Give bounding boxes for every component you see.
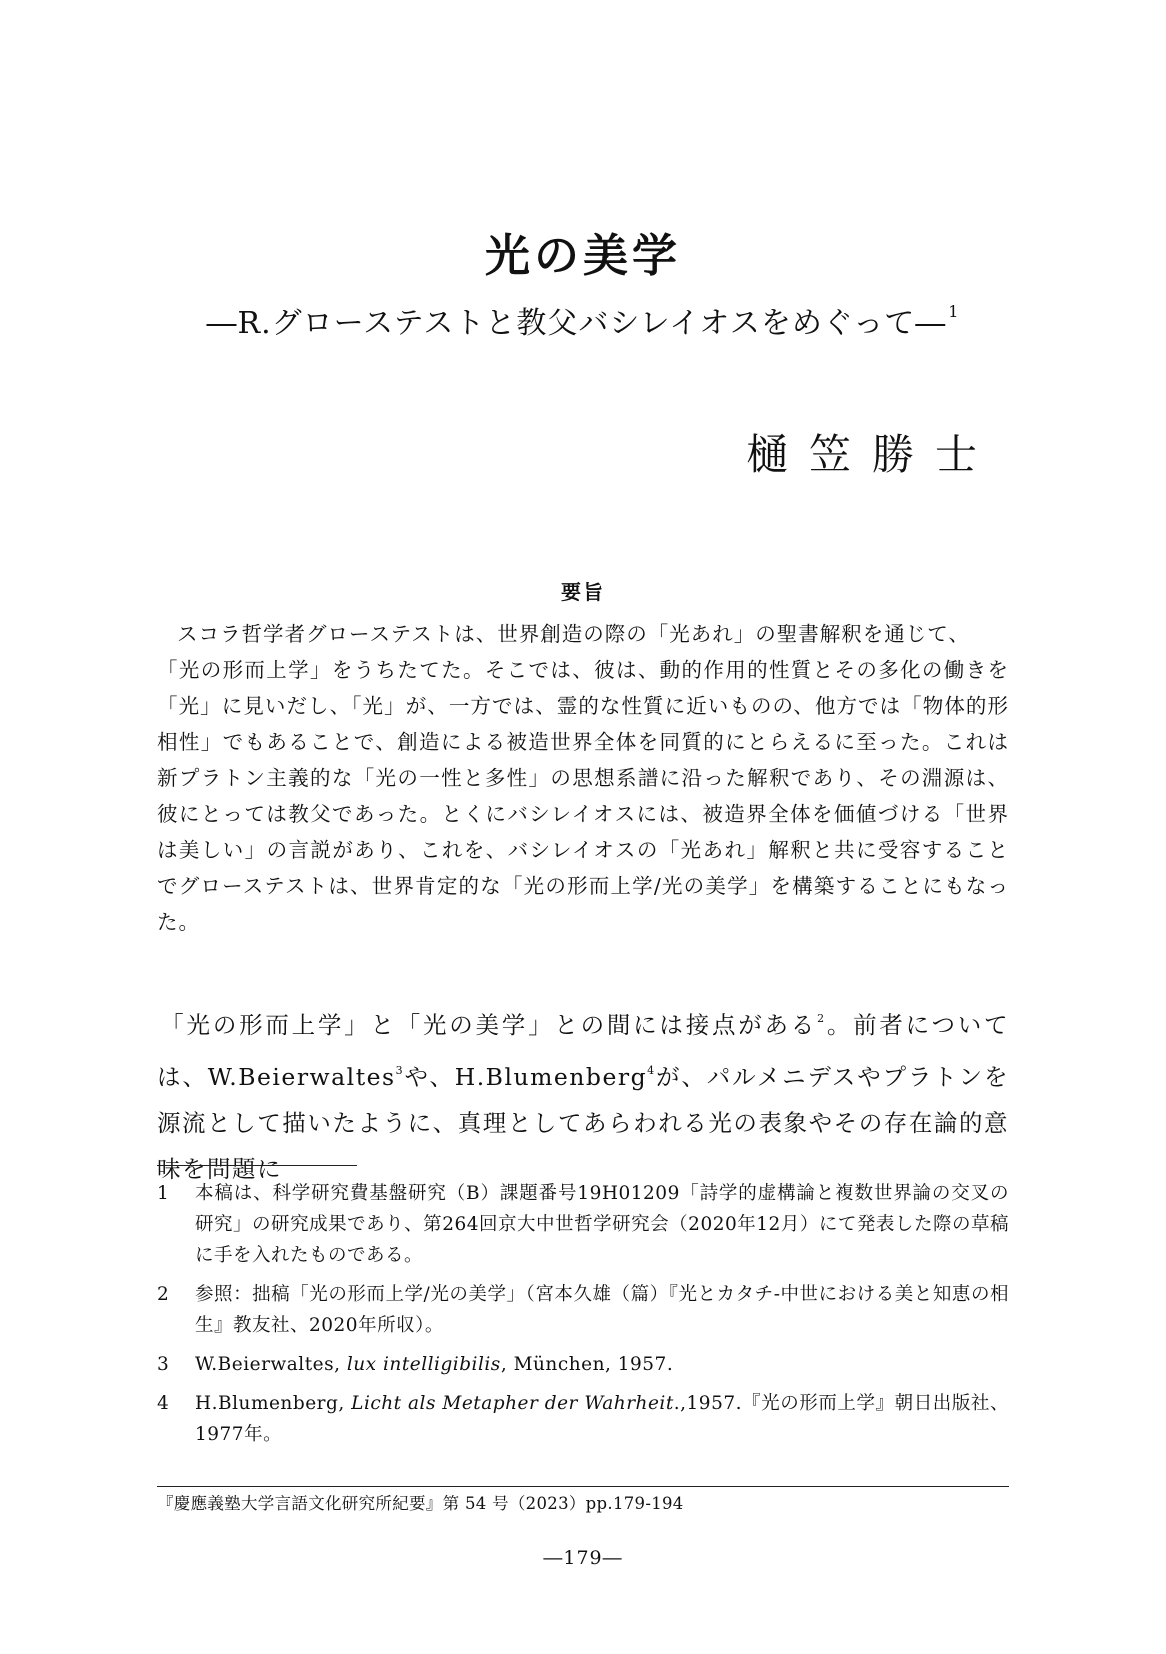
footnote-divider xyxy=(157,1165,357,1166)
abstract-heading: 要旨 xyxy=(561,580,605,604)
abstract-body xyxy=(157,616,1009,940)
body-text-part3: や、H.Blumenberg xyxy=(404,1063,648,1091)
journal-citation: 『慶應義塾大学言語文化研究所紀要』第 54 号（2023）pp.179-194 xyxy=(157,1494,684,1513)
abstract-text: 「光の形而上学」をうちたてた。そこでは、彼は、動的作用的性質とその多化の働きを「光」に見いだし、「光」が、一方では、霊的な性質に近いものの、他方では「物体的形相性」でもあることで、創造による被造世界全体を同質的にとらえるに至った。これは新プラトン主義的な「光の一性と多性」の思想系譜に沿った解釈であり、その淵源は、彼にとっては教父であった。とくにバシレイオスには、被造界全体を価値づける「世界は美しい」の言説があり、これを、バシレイオスの「光あれ」解釈と共に受容することでグローステストは、世界肯定的な「光の形而上学/光の美学」を構築することにもなった。 xyxy=(157,658,1009,934)
footnote-work-title: Licht als Metapher der Wahrheit xyxy=(351,1393,674,1414)
footnote-author: H.Blumenberg, xyxy=(195,1393,352,1414)
footnote-marker-3: 3 xyxy=(395,1064,405,1077)
page-number: ―179― xyxy=(543,1547,623,1569)
subtitle-text: ―R.グローステストと教父バシレイオスをめぐって― xyxy=(206,306,947,341)
footnotes xyxy=(157,1178,1009,1458)
footnote-marker-4: 4 xyxy=(647,1064,656,1077)
body-text-part2: 。前者については、W.Beierwaltes xyxy=(157,1011,1010,1091)
footnote-3 xyxy=(157,1349,1009,1380)
footnote-number: 2 xyxy=(157,1284,170,1305)
author-name: 樋笠勝士 xyxy=(745,430,998,479)
footnote-text xyxy=(195,1349,1009,1380)
footnote-4 xyxy=(157,1388,1009,1450)
main-body-paragraph xyxy=(157,996,1009,1192)
footnote-marker-2: 2 xyxy=(817,1012,826,1025)
footnote-text: 本稿は、科学研究費基盤研究（B）課題番号19H01209「詩学的虚構論と複数世界論の交叉の研究」の研究成果であり、第264回京大中世哲学研究会（2020年12月）にて発表した際の草稿に手を入れたものである。 xyxy=(195,1183,1009,1266)
footnote-publication: .,1957.『光の形而上学』朝日出版社、1977年。 xyxy=(195,1393,1009,1445)
journal-divider xyxy=(157,1486,1009,1487)
footnote-publication: , München, 1957. xyxy=(500,1354,674,1375)
footnote-marker-1: 1 xyxy=(948,302,960,321)
footnote-text: 参照：拙稿「光の形而上学/光の美学」（宮本久雄（篇）『光とカタチ-中世における美と知恵の相生』教友社、2020年所収）。 xyxy=(195,1284,1009,1336)
footnote-number: 4 xyxy=(157,1393,170,1414)
footnote-number: 1 xyxy=(157,1183,170,1204)
footnote-2 xyxy=(157,1279,1009,1341)
body-text-part4: が、パルメニデスやプラトンを源流として描いたように、真理としてあらわれる光の表象やその存在論的意味を問題に xyxy=(157,1063,1010,1183)
footnote-1 xyxy=(157,1178,1009,1271)
paper-subtitle xyxy=(0,292,1166,344)
footnote-text xyxy=(195,1388,1009,1450)
abstract-first-line: スコラ哲学者グローステストは、世界創造の際の「光あれ」の聖書解釈を通じて、 xyxy=(177,622,970,646)
footnote-author: W.Beierwaltes, xyxy=(195,1354,347,1375)
body-text-part1: 「光の形而上学」と「光の美学」との間には接点がある xyxy=(159,1011,818,1039)
paper-title: 光の美学 xyxy=(484,229,681,282)
footnote-work-title: lux intelligibilis xyxy=(346,1354,501,1375)
footnote-number: 3 xyxy=(157,1354,170,1375)
